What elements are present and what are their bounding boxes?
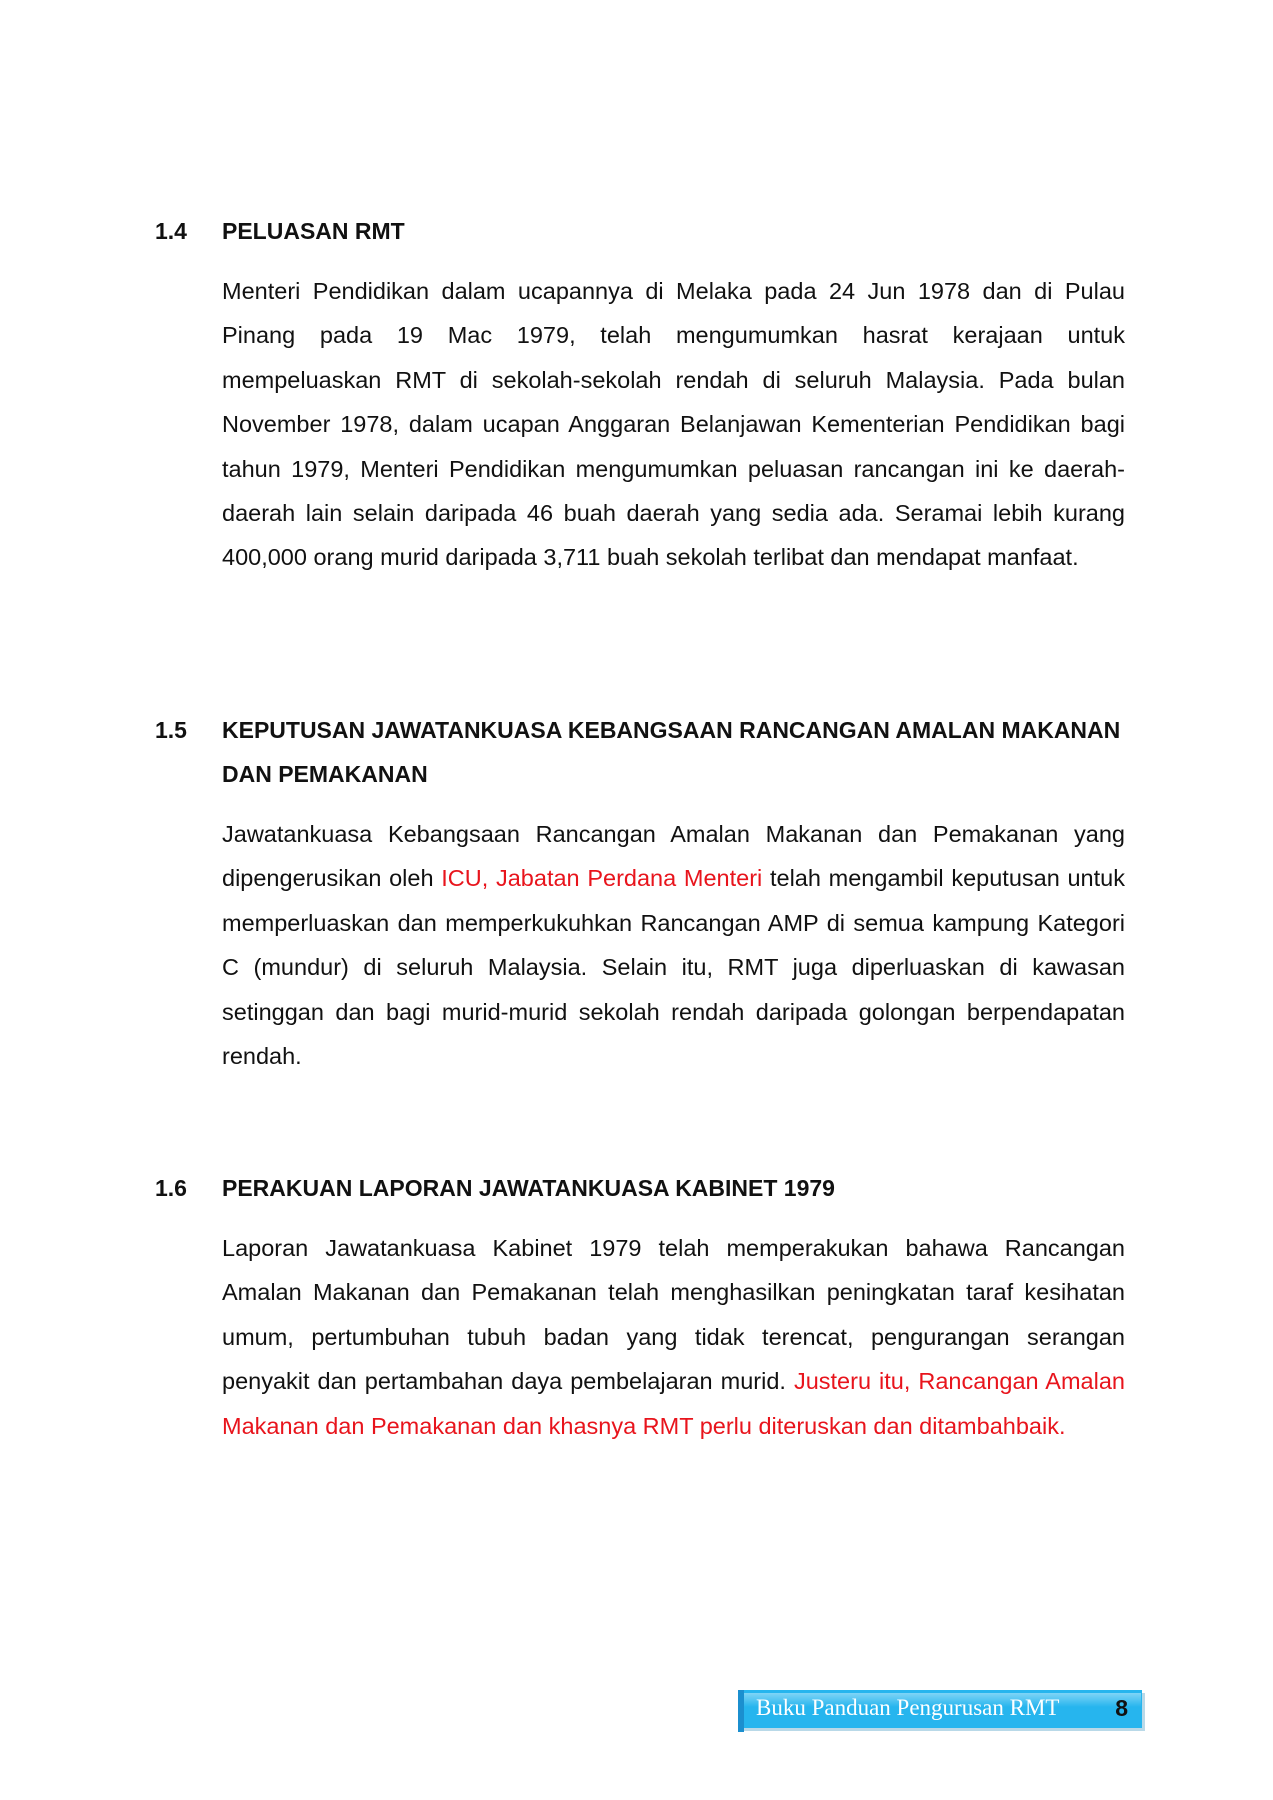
page-footer xyxy=(738,1690,1146,1732)
section-heading xyxy=(155,1166,1125,1210)
section-heading xyxy=(155,708,1125,796)
paragraph-text: Laporan Jawatankuasa Kabinet 1979 telah memperakukan bahawa Rancangan Amalan Makanan dan Pemakanan telah menghasilkan peningkatan taraf kesihatan umum, pertumbuhan tubuh badan yang tidak terencat, pengurangan serangan penyakit dan pertambahan daya pembelajaran murid. xyxy=(222,1235,1125,1395)
paragraph-text: Jawatankuasa Kebangsaan Rancangan Amalan Makanan dan Pemakanan yang dipengerusikan oleh xyxy=(222,821,1125,892)
section-title: PELUASAN RMT xyxy=(222,218,405,244)
section-1-6 xyxy=(155,1166,1125,1448)
section-number: 1.4 xyxy=(155,218,187,244)
section-number: 1.6 xyxy=(155,1175,187,1201)
section-paragraph: Menteri Pendidikan dalam ucapannya di Melaka pada 24 Jun 1978 dan di Pulau Pinang pada 19 Mac 1979, telah mengumumkan hasrat kerajaan untuk mempeluaskan RMT di sekolah-sekolah rendah di seluruh Malaysia. Pada bulan November 1978, dalam ucapan Anggaran Belanjawan Kementerian Pendidikan bagi tahun 1979, Menteri Pendidikan mengumumkan peluasan rancangan ini ke daerah-daerah lain selain daripada 46 buah daerah yang sedia ada. Seramai lebih kurang 400,000 orang murid daripada 3,711 buah sekolah terlibat dan mendapat manfaat. xyxy=(222,278,1125,571)
section-title: PERAKUAN LAPORAN JAWATANKUASA KABINET 1979 xyxy=(222,1175,835,1201)
highlighted-text: ICU, Jabatan Perdana Menteri xyxy=(441,865,763,892)
section-heading xyxy=(155,209,1125,253)
section-1-4 xyxy=(155,209,1125,580)
section-paragraph xyxy=(222,1226,1125,1448)
section-title: KEPUTUSAN JAWATANKUASA KEBANGSAAN RANCANGAN AMALAN MAKANAN DAN PEMAKANAN xyxy=(222,717,1121,787)
page-number: 8 xyxy=(1115,1695,1128,1721)
highlighted-text: Justeru itu, Rancangan Amalan Makanan dan Pemakanan dan khasnya RMT perlu diteruskan dan ditambahbaik. xyxy=(222,1368,1125,1439)
footer-bar-edge xyxy=(738,1690,744,1732)
section-1-5 xyxy=(155,708,1125,1078)
section-number: 1.5 xyxy=(155,717,187,743)
paragraph-text: telah mengambil keputusan untuk memperluaskan dan memperkukuhkan Rancangan AMP di semua kampung Kategori C (mundur) di seluruh Malaysia. Selain itu, RMT juga diperluaskan di kawasan setinggan dan bagi murid-murid sekolah rendah daripada golongan berpendapatan rendah. xyxy=(222,865,1125,1070)
footer-title: Buku Panduan Pengurusan RMT xyxy=(756,1695,1060,1720)
section-paragraph xyxy=(222,812,1125,1078)
